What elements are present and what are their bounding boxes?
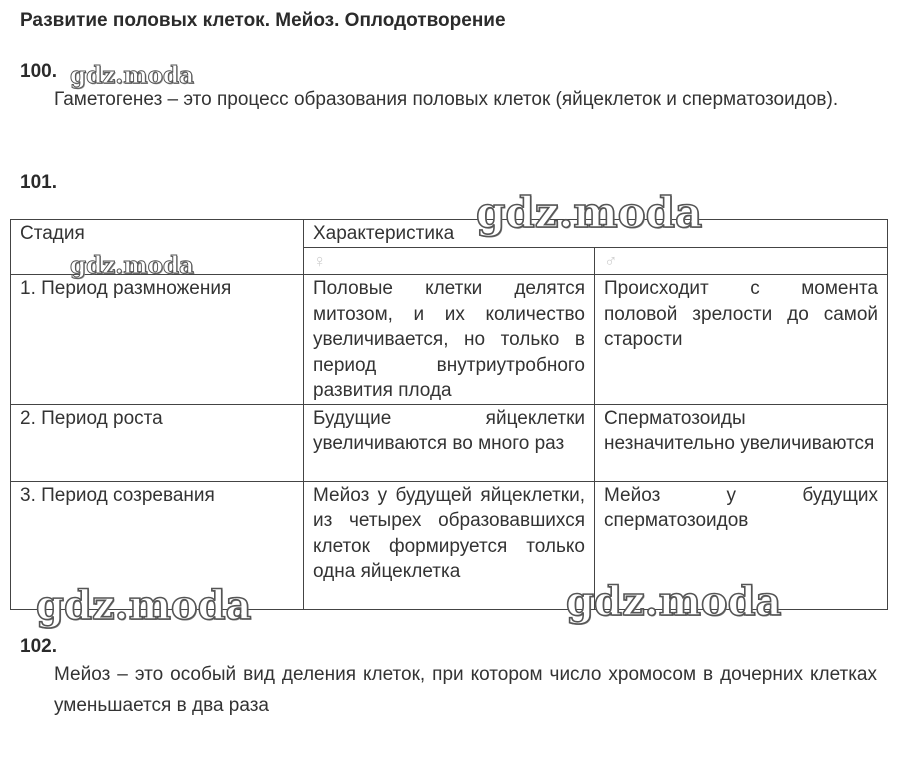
row-male: Мейоз у будущих сперматозоидов: [595, 481, 888, 609]
task-102-text: Мейоз – это особый вид деления клеток, при котором число хромосом в дочерних клетках уменьшается в два раза: [54, 664, 877, 716]
header-characteristic: Характеристика: [304, 220, 888, 248]
header-stage: Стадия: [11, 220, 304, 275]
table-row: [11, 404, 888, 481]
watermark: gdz.moda: [70, 252, 194, 279]
female-symbol-icon: ♀: [304, 247, 595, 275]
page-title: Развитие половых клеток. Мейоз. Оплодотворение: [20, 10, 506, 31]
table-row: [11, 481, 888, 609]
watermark: gdz.moda: [476, 188, 703, 237]
row-male: Сперматозоиды незначительно увеличиваются: [595, 404, 888, 481]
row-male: Происходит с момента половой зрелости до самой старости: [595, 275, 888, 405]
male-symbol-icon: ♂: [595, 247, 888, 275]
watermark: gdz.moda: [70, 62, 194, 89]
row-stage: 1. Период размножения: [11, 275, 304, 405]
task-number-100: 100.: [20, 61, 57, 82]
row-female: Будущие яйцеклетки увеличиваются во много раз: [304, 404, 595, 481]
gametogenesis-table: [10, 219, 888, 610]
table-header-row: [11, 220, 888, 248]
watermark: gdz.moda: [566, 578, 782, 625]
table-row: [11, 275, 888, 405]
watermark: gdz.moda: [36, 582, 252, 629]
row-female: Половые клетки делятся митозом, и их количество увеличивается, но только в период внутриутробного развития плода: [304, 275, 595, 405]
row-stage: 2. Период роста: [11, 404, 304, 481]
row-female: Мейоз у будущей яйцеклетки, из четырех образовавшихся клеток формируется только одна яйцеклетка: [304, 481, 595, 609]
row-stage: 3. Период созревания: [11, 481, 304, 609]
task-number-101: 101.: [20, 172, 57, 193]
task-number-102: 102.: [20, 636, 57, 657]
task-100-text: Гаметогенез – это процесс образования половых клеток (яйцеклеток и сперматозоидов).: [54, 89, 839, 110]
